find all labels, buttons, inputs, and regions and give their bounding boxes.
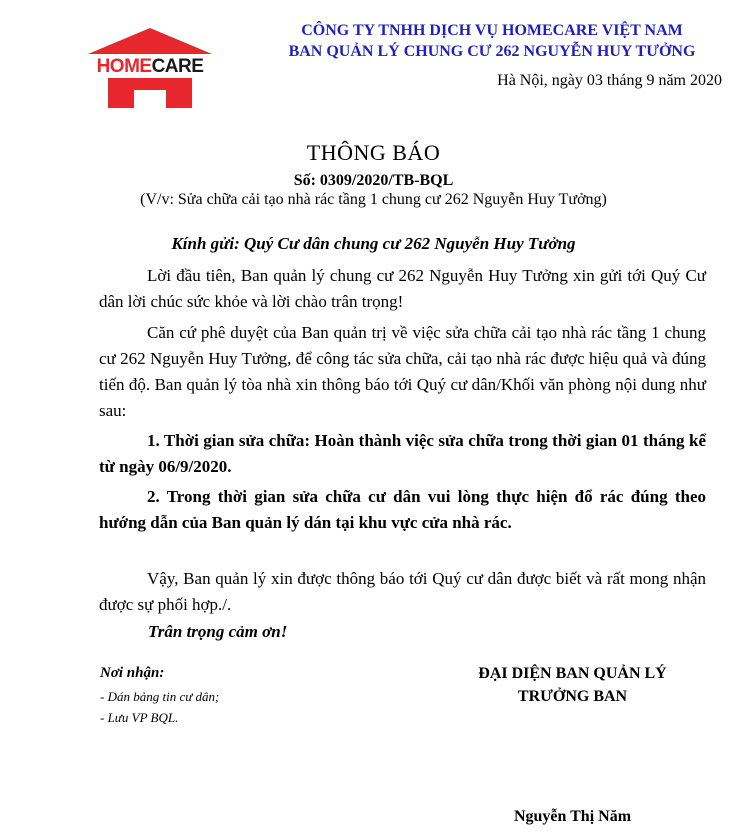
notice-recipient: Kính gửi: Quý Cư dân chung cư 262 Nguyễn Huy Tưởng [171, 234, 576, 253]
recipients-title: Nơi nhận: [100, 665, 165, 681]
paragraph-basis: Căn cứ phê duyệt của Ban quản trị về việc sửa chữa cải tạo nhà rác tầng 1 chung cư 262 Nguyễn Huy Tưởng, để công tác sửa chữa, cải tạo nhà rác được hiệu quả và đúng tiến độ. Ban quản lý tòa nhà xin thông báo tới Quý cư dân/Khối văn phòng nội dung như sau: [99, 323, 706, 420]
signature-title: ĐẠI DIỆN BAN QUẢN LÝ [478, 665, 667, 682]
company-name: CÔNG TY TNHH DỊCH VỤ HOMECARE VIỆT NAM [301, 22, 683, 39]
management-board-name: BAN QUẢN LÝ CHUNG CƯ 262 NGUYỄN HUY TƯỞNG [288, 43, 696, 60]
signer-name: Nguyễn Thị Năm [513, 808, 632, 825]
paragraph-item-2: 2. Trong thời gian sửa chữa cư dân vui lòng thực hiện đổ rác đúng theo hướng dẫn của Ban quản lý dán tại khu vực cửa nhà rác. [99, 487, 706, 532]
notice-subject: (V/v: Sửa chữa cải tạo nhà rác tầng 1 chung cư 262 Nguyễn Huy Tưởng) [140, 191, 607, 208]
paragraph-greeting: Lời đầu tiên, Ban quản lý chung cư 262 Nguyễn Huy Tưởng xin gửi tới Quý Cư dân lời chúc sức khỏe và lời chào trân trọng! [99, 266, 706, 311]
homecare-logo [88, 28, 212, 108]
notice-number: Số: 0309/2020/TB-BQL [293, 172, 454, 189]
logo-text-home: HOME [96, 56, 152, 77]
logo-text [88, 56, 212, 78]
thanks-line: Trân trọng cảm ơn! [148, 622, 288, 641]
recipient-item: - Dán bảng tin cư dân; [100, 689, 220, 704]
logo-text-care: CARE [151, 56, 204, 77]
signature-position: TRƯỞNG BAN [517, 688, 628, 705]
notice-title: THÔNG BÁO [306, 140, 441, 165]
company-header [262, 20, 722, 62]
document-date: Hà Nội, ngày 03 tháng 9 năm 2020 [497, 72, 722, 89]
paragraph-closing: Vậy, Ban quản lý xin được thông báo tới Quý cư dân được biết và rất mong nhận được sự phối hợp./. [99, 569, 706, 614]
paragraph-item-1: 1. Thời gian sửa chữa: Hoàn thành việc sửa chữa trong thời gian 01 tháng kể từ ngày 06/9/2020. [99, 431, 706, 476]
recipient-item: - Lưu VP BQL. [100, 710, 179, 725]
